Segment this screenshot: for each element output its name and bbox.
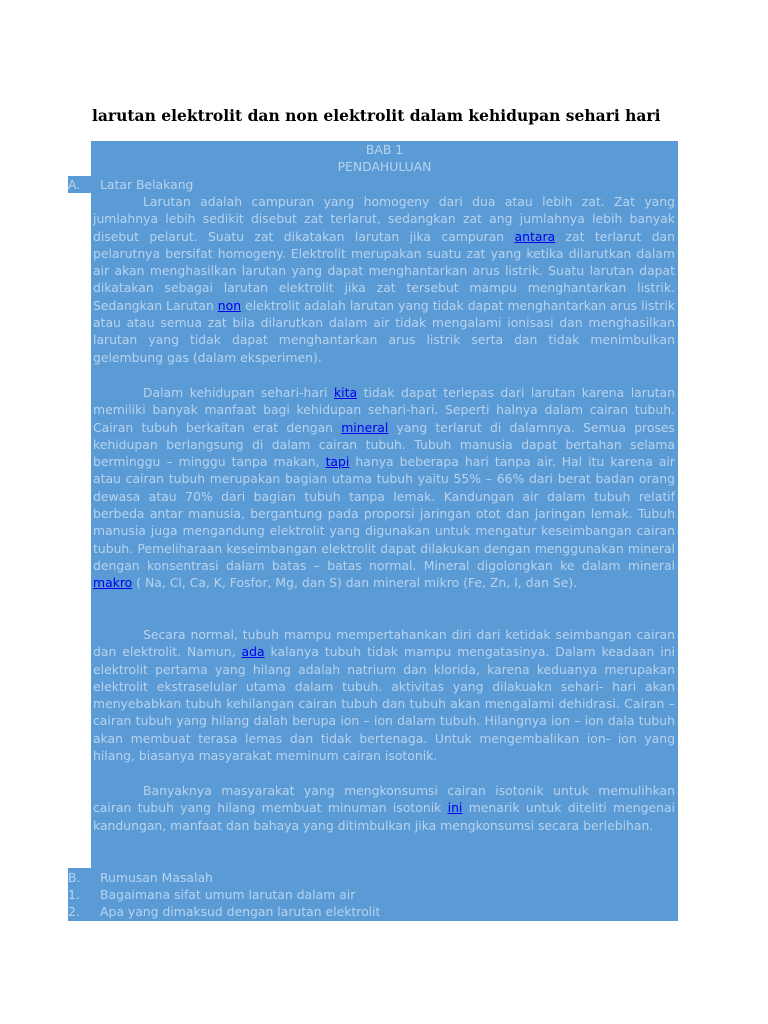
link-ada[interactable]: ada [241, 644, 265, 660]
paragraph-text: Banyaknya masyarakat yang mengkonsumsi cairan isotonik untuk memulihkan cairan tubuh yang hilang membuat minuman isotonik [93, 783, 675, 816]
question-number: 1. [68, 887, 80, 902]
paragraph-text: Dalam kehidupan sehari-hari [143, 385, 334, 400]
paragraph-text: menarik untuk diteliti mengenai kandungan, manfaat dan bahaya yang ditimbulkan jika mengkonsumsi secara berlebihan. [93, 800, 675, 833]
section-marker: A. [68, 177, 81, 192]
section-label: Latar Belakang [100, 177, 194, 192]
section-heading-b [68, 869, 213, 886]
chapter-title: PENDAHULUAN [337, 159, 432, 174]
section-heading-a [68, 176, 193, 193]
link-makro[interactable]: makro [93, 575, 133, 591]
question-text: Bagaimana sifat umum larutan dalam air [100, 887, 356, 902]
link-kita[interactable]: kita [334, 385, 358, 400]
question-item [68, 886, 355, 903]
chapter-number: BAB 1 [365, 142, 404, 157]
paragraph-text: tidak dapat terlepas dari larutan karena larutan memiliki banyak manfaat bagi kehidupan sehari-hari. Seperti halnya dalam cairan tubuh. Cairan tubuh berkaitan erat dengan [93, 385, 675, 435]
paragraph-text: zat terlarut dan pelarutnya bersifat homogeny. Elektrolit merupakan suatu zat yang ketika dilarutkan dalam air akan menghasilkan larutan yang dapat menghantarkan arus listrik. Suatu larutan dapat dikatakan sebagai larutan elektrolit jika zat tersebut mampu menghantarkan listrik. Sedangkan Larutan [93, 228, 676, 313]
link-antara[interactable]: antara [514, 228, 556, 244]
paragraph-text: elektrolit adalah larutan yang tidak dapat menghantarkan arus listrik atau atau semua zat bila dilarutkan dalam air tidak mengalami ionisasi dan menghasilkan larutan yang tidak dapat menghantarkan arus listrik serta dan tidak menimbulkan gelembung gas (dalam eksperimen). [93, 297, 675, 365]
paragraph-text: Larutan adalah campuran yang homogeny dari dua atau lebih zat. Zat yang jumlahnya lebih sedikit disebut zat terlarut, sedangkan zat ang jumlahnya lebih banyak disebut pelarut. Suatu zat dikatakan larutan jika campuran [93, 194, 675, 244]
paragraph-text: hanya beberapa hari tanpa air. Hal itu karena air atau cairan tubuh merupakan bagian utama tubuh yaitu 55% – 66% dari berat badan orang dewasa atau 70% dari bagian tubuh tanpa lemak. Kandungan air dalam tubuh relatif berbeda antar manusia, bergantung pada proporsi jaringan otot dan jaringan lemak. Tubuh manusia juga mengandung elektrolit yang digunakan untuk mengatur keseimbangan cairan tubuh. Pemeliharaan keseimbangan elektrolit dapat dilakukan dengan menggunakan mineral dengan konsentrasi dalam batas – batas normal. Mineral digolongkan ke dalam mineral [93, 454, 676, 573]
paragraph-3 [93, 626, 675, 764]
paragraph-4 [93, 782, 675, 834]
paragraph-text: kalanya tubuh tidak mampu mengatasinya. Dalam keadaan ini elektrolit pertama yang hilang adalah natrium dan klorida, karena keduanya merupakan elektrolit ekstraselular utama dalam tubuh. aktivitas yang dilakuakn sehari- hari akan menyebabkan tubuh kehilangan cairan tubuh dan tubuh akan mengalami dehidrasi. Cairan – cairan tubuh yang hilang dalah berupa ion – ion dalam tubuh. Hilangnya ion – ion dala tubuh akan membuat terasa lemas dan tidak bertenaga. Untuk mengembalikan ion- ion yang hilang, biasanya masyarakat meminum cairan isotonik. [93, 644, 675, 764]
link-tapi[interactable]: tapi [325, 454, 350, 470]
question-item [68, 903, 380, 920]
section-label: Rumusan Masalah [100, 870, 213, 885]
link-ini[interactable]: ini [447, 800, 463, 816]
paragraph-1 [93, 193, 675, 366]
paragraph-text: yang terlarut di dalamnya. Semua proses kehidupan berlangsung di dalam cairan tubuh. Tubuh manusia dapat bertahan selama berminggu – minggu tanpa makan, [93, 419, 675, 470]
document-title: larutan elektrolit dan non elektrolit dalam kehidupan sehari hari [92, 106, 661, 125]
paragraph-2 [93, 384, 675, 592]
paragraph-text: ( Na, Cl, Ca, K, Fosfor, Mg, dan S) dan mineral mikro (Fe, Zn, I, dan Se). [132, 575, 578, 591]
section-marker: B. [68, 870, 81, 885]
question-number: 2. [68, 904, 80, 919]
link-mineral[interactable]: mineral [341, 419, 389, 435]
question-text: Apa yang dimaksud dengan larutan elektrolit [100, 904, 381, 919]
paragraph-text: Secara normal, tubuh mampu mempertahankan diri dari ketidak seimbangan cairan dan elektrolit. Namun, [93, 627, 675, 660]
link-non[interactable]: non [217, 297, 242, 313]
